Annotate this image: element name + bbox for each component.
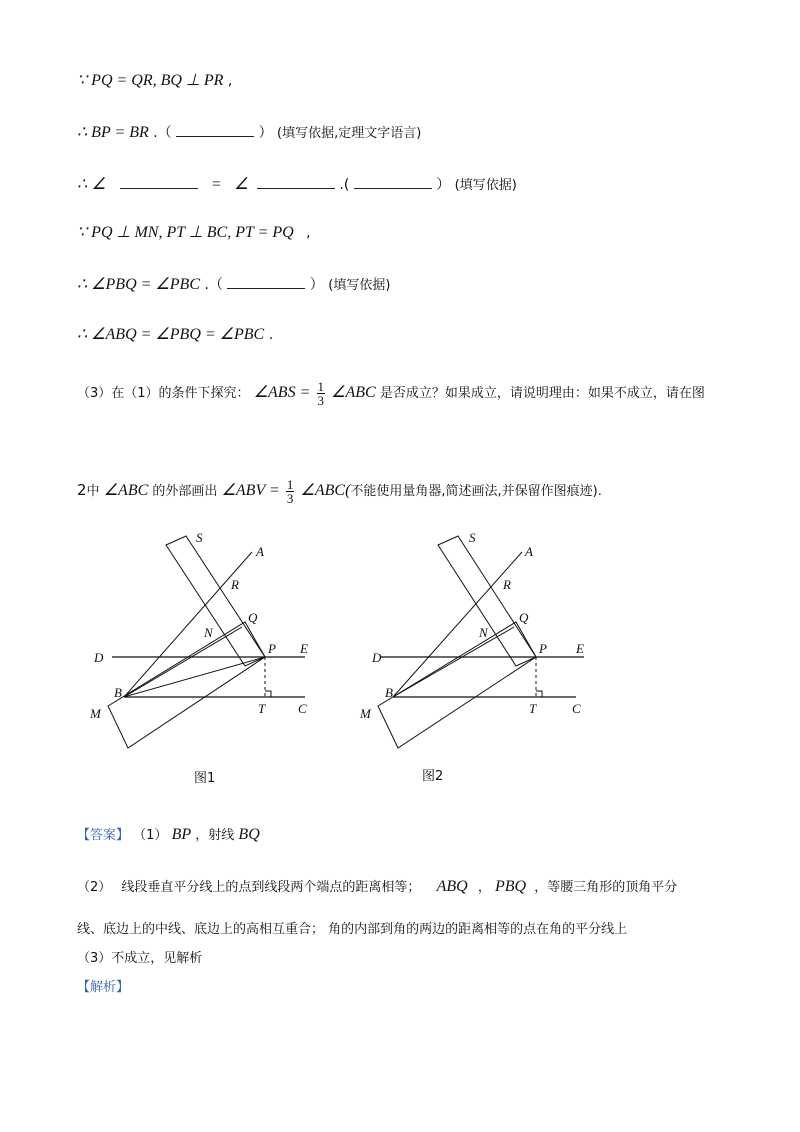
fill-blank[interactable]: [176, 122, 254, 137]
svg-text:M: M: [360, 706, 371, 721]
q3-rhs: ∠ABC: [331, 384, 376, 401]
answer-text: （3）不成立，见解析: [77, 951, 203, 966]
angle-abv: ∠ABV =: [221, 482, 280, 499]
fill-blank[interactable]: [227, 274, 305, 289]
answer-part-2-line2: [77, 918, 627, 937]
paren-close: ）: [258, 125, 273, 141]
hint-text: (填写依据): [454, 178, 517, 193]
svg-text:P: P: [539, 641, 547, 656]
math-expression: ∴ ∠ABQ = ∠PBQ = ∠PBC: [77, 326, 265, 343]
svg-text:Q: Q: [248, 610, 258, 625]
therefore-angle-eq: [77, 174, 517, 194]
fill-blank[interactable]: [354, 174, 432, 189]
math-expression: ∴ ∠PBQ = ∠PBC: [77, 276, 200, 293]
svg-text:D: D: [94, 650, 104, 665]
punct: ).: [592, 484, 602, 499]
hint-text: (填写依据,定理文字语言): [277, 126, 422, 141]
answer-prefix: （2）: [77, 880, 112, 895]
therefore-symbol: ∴: [77, 176, 88, 193]
fraction-one-third: [317, 380, 326, 407]
q3-lhs: ∠ABS =: [253, 384, 311, 401]
paren-open: .（: [153, 125, 172, 141]
svg-text:D: D: [372, 650, 382, 665]
fraction-one-third: [286, 478, 295, 505]
analysis-tag: 【解析】: [77, 980, 130, 995]
svg-text:B: B: [114, 685, 122, 700]
frac-denominator: 3: [317, 393, 325, 408]
svg-text:C: C: [298, 701, 307, 716]
fill-blank[interactable]: [257, 174, 335, 189]
given-pq-eq-qr: [77, 70, 232, 90]
figure-number: 2: [77, 481, 87, 499]
svg-text:R: R: [231, 577, 239, 592]
svg-text:E: E: [300, 641, 308, 656]
answer-part-3: [77, 947, 202, 966]
given-perpendiculars: [77, 222, 311, 242]
text: 的外部画出: [152, 484, 218, 499]
therefore-angles-equal: [77, 324, 273, 344]
answer-text: ，等腰三角形的顶角平分: [534, 880, 678, 895]
punct: ,: [227, 73, 233, 89]
figure-2-caption: 图2: [422, 769, 444, 784]
svg-text:T: T: [258, 701, 266, 716]
answer-text: 线段垂直平分线上的点到线段两个端点的距离相等；: [121, 880, 421, 895]
svg-text:B: B: [385, 685, 393, 700]
svg-text:N: N: [204, 625, 213, 640]
svg-text:C: C: [572, 701, 581, 716]
geometry-figures: [0, 520, 800, 820]
punct: .: [268, 327, 274, 343]
separator: ，: [477, 880, 491, 895]
fill-blank[interactable]: [120, 174, 198, 189]
separator: .(: [339, 177, 350, 193]
question-3: [77, 380, 705, 407]
math-expression: ∵ PQ = QR, BQ ⊥ PR: [77, 72, 224, 89]
paren-close: ）: [436, 177, 451, 193]
math-expression: ∵ PQ ⊥ MN, PT ⊥ BC, PT = PQ: [77, 224, 294, 241]
paren-open: .（: [204, 277, 223, 293]
frac-denominator: 3: [286, 491, 294, 506]
paren-close: ）: [309, 277, 324, 293]
answer-text: 线、底边上的中线、底边上的高相互重合； 角的内部到角的两边的距离相等的点在角的平分线上: [77, 922, 628, 937]
svg-text:S: S: [196, 530, 203, 545]
answer-tag: 【答案】: [77, 828, 130, 843]
answer-part-1: [77, 824, 260, 844]
text: 中: [86, 484, 100, 499]
svg-text:R: R: [503, 577, 511, 592]
punct: ,: [306, 225, 311, 241]
therefore-bp-eq-br: [77, 122, 421, 142]
svg-text:Q: Q: [519, 610, 529, 625]
answer-text: ，射线: [195, 828, 235, 843]
figure-1-caption: 图1: [194, 771, 216, 786]
svg-text:N: N: [479, 625, 488, 640]
svg-text:M: M: [90, 706, 101, 721]
angle-abc: ∠ABC: [103, 482, 149, 499]
answer-part-2: [77, 876, 677, 896]
q3-prefix: （3）在（1）的条件下探究：: [77, 386, 250, 401]
svg-text:E: E: [576, 641, 584, 656]
frac-numerator: 1: [286, 477, 294, 492]
svg-text:P: P: [268, 641, 276, 656]
answer-math: BP: [171, 826, 192, 843]
svg-text:A: A: [525, 544, 533, 559]
answer-prefix: （1）: [133, 828, 168, 843]
question-3-line2: [77, 478, 602, 505]
answer-math: ABQ: [436, 878, 468, 895]
analysis-heading: [77, 976, 129, 995]
svg-text:A: A: [256, 544, 264, 559]
figure-2: [359, 530, 584, 784]
angle-symbol: ∠: [234, 176, 249, 193]
math-expression: ∴ BP = BR: [77, 124, 149, 141]
q3-suffix: 是否成立？如果成立，请说明理由：如果不成立，请在图: [379, 386, 705, 401]
angle-abc: ∠ABC(: [300, 482, 351, 499]
equals: =: [210, 176, 222, 193]
hint-text: (填写依据): [328, 278, 391, 293]
svg-text:S: S: [469, 530, 476, 545]
therefore-pbq-eq-pbc: [77, 274, 390, 294]
angle-symbol: ∠: [91, 176, 106, 193]
answer-math: PBQ: [494, 878, 527, 895]
answer-math: BQ: [238, 826, 260, 843]
svg-text:T: T: [529, 701, 537, 716]
instruction-text: 不能使用量角器,简述画法,并保留作图痕迹: [350, 484, 593, 499]
figure-1: [89, 530, 308, 786]
frac-numerator: 1: [317, 379, 325, 394]
